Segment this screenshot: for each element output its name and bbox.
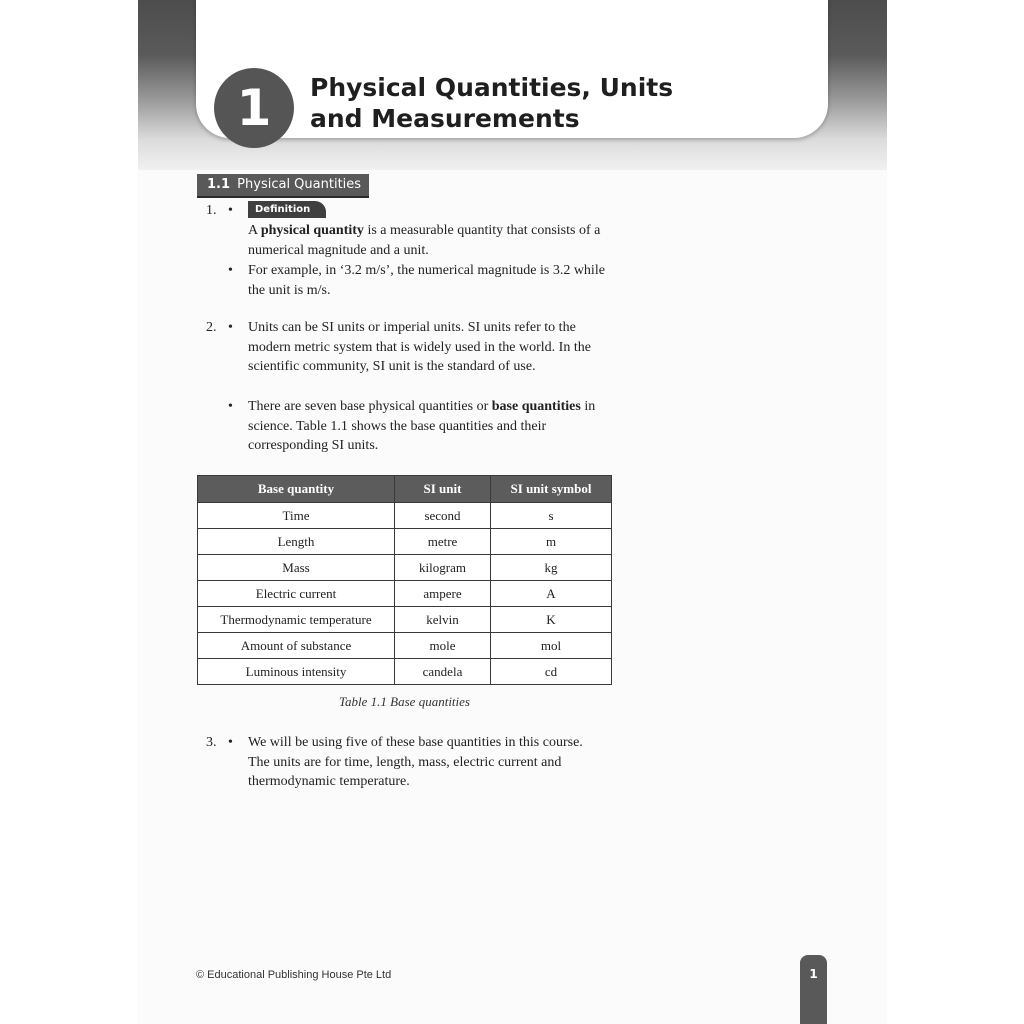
definition-text [248, 221, 618, 260]
table-cell: s [491, 503, 612, 529]
section-heading [197, 174, 369, 198]
table-row [198, 529, 612, 555]
definition-text-post: is a measurable quantity that consists of a numerical magnitude and a unit. [248, 223, 601, 258]
table-cell: mole [395, 633, 491, 659]
course-quantities-text: We will be using five of these base quantities in this course. The units are for time, length, mass, electric current and thermodynamic temperature. [248, 735, 583, 789]
point-3-number: 3. [206, 735, 217, 750]
chapter-title-line-1: Physical Quantities, Units [310, 73, 674, 102]
example-text: For example, in ‘3.2 m/s’, the numerical magnitude is 3.2 while the unit is m/s. [248, 263, 605, 298]
point-2-number: 2. [206, 320, 217, 335]
table-cell: ampere [395, 581, 491, 607]
table-cell: mol [491, 633, 612, 659]
base-quantities-term: base quantities [491, 399, 581, 414]
table-row [198, 659, 612, 685]
table-cell: Mass [198, 555, 395, 581]
table-cell: cd [491, 659, 612, 685]
definition-text-pre: A [248, 223, 261, 238]
bullet-icon: • [228, 399, 233, 414]
table-cell: m [491, 529, 612, 555]
definition-badge: Definition [248, 201, 326, 218]
table-cell: Thermodynamic temperature [198, 607, 395, 633]
book-page [138, 0, 887, 1024]
table-header: SI unit symbol [491, 476, 612, 503]
base-quantities-text-post: in science. Table 1.1 shows the base quantities and their corresponding SI units. [248, 399, 596, 453]
point-1-number: 1. [206, 203, 217, 218]
table-cell: Time [198, 503, 395, 529]
table-row [198, 581, 612, 607]
table-cell: metre [395, 529, 491, 555]
table-cell: kilogram [395, 555, 491, 581]
copyright-footer: © Educational Publishing House Pte Ltd [196, 969, 392, 981]
table-cell: Length [198, 529, 395, 555]
bullet-icon: • [228, 735, 233, 750]
section-number: 1.1 [207, 177, 231, 192]
chapter-title-line-2: and Measurements [310, 104, 580, 133]
table-cell: Amount of substance [198, 633, 395, 659]
chapter-title [310, 72, 790, 134]
si-units-text: Units can be SI units or imperial units. SI units refer to the modern metric system that is widely used in the world. In the scientific community, SI unit is the standard of use. [248, 320, 591, 374]
table-cell: Luminous intensity [198, 659, 395, 685]
table-cell: second [395, 503, 491, 529]
table-row [198, 555, 612, 581]
table-header: SI unit [395, 476, 491, 503]
table-cell: candela [395, 659, 491, 685]
page-number: 1 [800, 955, 827, 1024]
table-row [198, 503, 612, 529]
table-row [198, 607, 612, 633]
table-header: Base quantity [198, 476, 395, 503]
section-title: Physical Quantities [237, 177, 362, 192]
definition-term: physical quantity [260, 223, 364, 238]
base-quantities-text-pre: There are seven base physical quantities or [248, 399, 492, 414]
table-cell: A [491, 581, 612, 607]
table-header-row [198, 476, 612, 503]
table-row [198, 633, 612, 659]
chapter-number-badge: 1 [214, 68, 294, 148]
base-quantities-text [248, 397, 614, 456]
bullet-icon: • [228, 263, 233, 278]
table-cell: kg [491, 555, 612, 581]
table-cell: kelvin [395, 607, 491, 633]
bullet-icon: • [228, 320, 233, 335]
bullet-icon: • [228, 203, 233, 218]
table-cell: K [491, 607, 612, 633]
table-cell: Electric current [198, 581, 395, 607]
table-caption: Table 1.1 Base quantities [339, 694, 470, 709]
base-quantities-table [197, 475, 612, 685]
